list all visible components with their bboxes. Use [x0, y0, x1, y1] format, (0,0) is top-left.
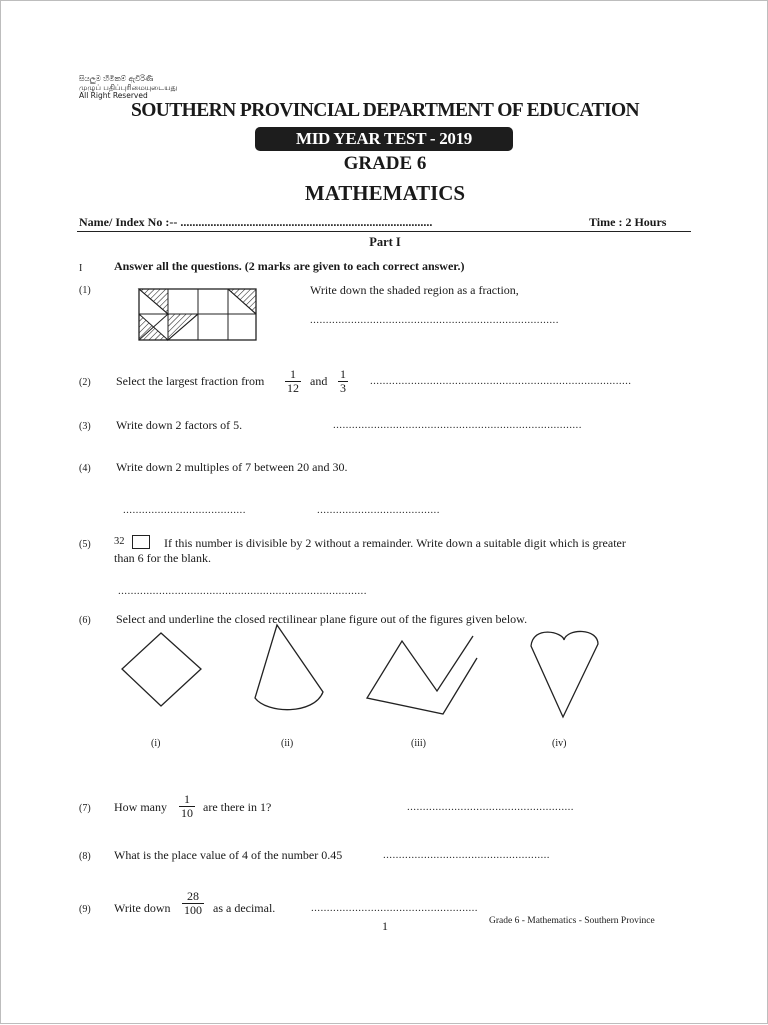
q9-text-2: as a decimal.: [213, 901, 276, 915]
q9-number: (9): [79, 904, 91, 915]
q5-text-line-2: than 6 for the blank.: [114, 551, 211, 565]
subject-title: MATHEMATICS: [304, 181, 466, 205]
q7-answer-line[interactable]: .....................................................: [407, 801, 574, 813]
q8-answer-line[interactable]: .....................................................: [383, 849, 550, 861]
rights-tamil: முழுப் பதிப்புரிமையுடையது: [79, 82, 178, 92]
test-banner: MID YEAR TEST - 2019: [255, 127, 513, 151]
q7-fraction-one-tenth: $\frac{1}{10}$: [181, 792, 193, 820]
name-index-field[interactable]: Name/ Index No :-- ....................................................................................: [79, 215, 433, 229]
q7-text-1: How many: [114, 800, 167, 814]
q8-number: (8): [79, 851, 91, 862]
q6-figure-square: [122, 633, 201, 706]
grade-title: GRADE 6: [343, 153, 427, 174]
part-title: Part I: [369, 235, 401, 249]
q4-text: Write down 2 multiples of 7 between 20 and 30.: [116, 460, 348, 474]
q4-answer-line-2[interactable]: .......................................: [317, 504, 440, 516]
department-title: SOUTHERN PROVINCIAL DEPARTMENT OF EDUCATION: [130, 100, 639, 121]
instruction-text: Answer all the questions. (2 marks are given to each correct answer.): [114, 259, 465, 273]
q6-figure-open-shape: [367, 636, 477, 714]
q2-and: and: [310, 374, 328, 388]
q5-text-line-1: If this number is divisible by 2 without a remainder. Write down a suitable digit which is greater: [164, 536, 626, 550]
q5-prefix: 32: [114, 536, 125, 547]
rights-english: All Right Reserved: [79, 91, 148, 100]
q1-number: (1): [79, 285, 91, 296]
q6-text: Select and underline the closed rectilinear plane figure out of the figures given below.: [116, 612, 528, 626]
q5-blank-box[interactable]: [132, 535, 150, 549]
q4-answer-line-1[interactable]: .......................................: [123, 504, 246, 516]
q2-number: (2): [79, 377, 91, 388]
q6-number: (6): [79, 615, 91, 626]
q6-label-i: (i): [151, 738, 161, 749]
q1-answer-line[interactable]: ...............................................................................: [310, 314, 559, 326]
q7-text-2: are there in 1?: [203, 800, 272, 814]
q3-number: (3): [79, 421, 91, 432]
q6-label-ii: (ii): [281, 738, 294, 749]
q7-number: (7): [79, 803, 91, 814]
q9-text-1: Write down: [114, 901, 171, 915]
q3-answer-line[interactable]: ...............................................................................: [333, 419, 582, 431]
q6-figure-cone: [255, 625, 323, 710]
instruction-number: I: [79, 263, 83, 274]
footer-caption: Grade 6 - Mathematics - Southern Province: [489, 916, 655, 926]
q2-fraction-one-twelfth: $\frac{1}{12}$: [287, 367, 299, 395]
page-number: 1: [382, 919, 388, 933]
q8-text: What is the place value of 4 of the number 0.45: [114, 848, 343, 862]
q5-number: (5): [79, 539, 91, 550]
q9-fraction-28-over-100: $\frac{28}{100}$: [184, 889, 202, 917]
time-allowed: Time : 2 Hours: [589, 215, 667, 229]
q5-answer-line[interactable]: ...............................................................................: [118, 585, 367, 597]
q6-label-iii: (iii): [411, 738, 426, 749]
q6-figure-heart-shape: [531, 631, 598, 717]
q1-text: Write down the shaded region as a fraction,: [310, 283, 519, 297]
q9-answer-line[interactable]: .....................................................: [311, 902, 478, 914]
q2-fraction-one-third: $\frac{1}{3}$: [340, 367, 346, 395]
q6-label-iv: (iv): [552, 738, 567, 749]
q2-text: Select the largest fraction from: [116, 374, 265, 388]
rights-sinhala: සියලුම හිමිකම් ඇවිරිණි: [79, 74, 154, 83]
q3-text: Write down 2 factors of 5.: [116, 418, 243, 432]
q4-number: (4): [79, 463, 91, 474]
q2-answer-line[interactable]: ...................................................................................: [370, 375, 632, 387]
